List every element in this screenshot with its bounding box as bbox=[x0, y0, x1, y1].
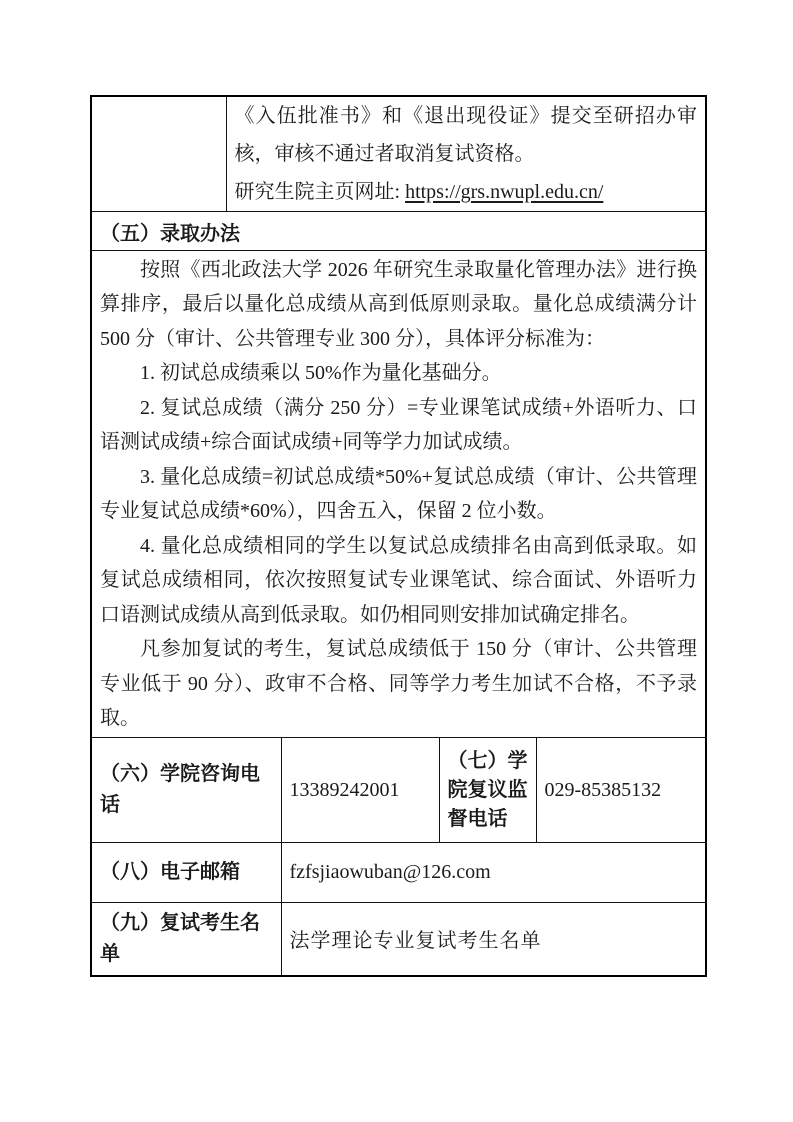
section6-label: （六）学院咨询电话 bbox=[100, 763, 260, 816]
rules-paragraph: 3. 量化总成绩=初试总成绩*50%+复试总成绩（审计、公共管理专业复试总成绩*60%），四舍五入，保留 2 位小数。 bbox=[100, 465, 697, 522]
military-docs-note-cell bbox=[226, 96, 706, 212]
admission-rules-cell bbox=[91, 251, 706, 738]
section5-heading-row bbox=[91, 212, 706, 251]
candidate-list-label-cell bbox=[91, 903, 281, 976]
consult-phone-value-cell bbox=[281, 738, 439, 843]
website-line bbox=[235, 173, 698, 211]
candidate-list-row bbox=[91, 903, 706, 976]
website-label: 研究生院主页网址: bbox=[234, 181, 406, 203]
admission-info-table bbox=[90, 95, 707, 977]
rules-paragraph: 按照《西北政法大学 2026 年研究生录取量化管理办法》进行换算排序，最后以量化总成绩从高到低原则录取。量化总成绩满分计 500 分（审计、公共管理专业 300 分），具体评分标准为： bbox=[100, 258, 697, 350]
phone-row bbox=[91, 738, 706, 843]
email-label-cell bbox=[91, 843, 281, 903]
review-phone-value-cell bbox=[536, 738, 706, 843]
review-phone-number: 029-85385132 bbox=[544, 778, 662, 801]
review-phone-label-cell bbox=[439, 738, 536, 843]
email-row bbox=[91, 843, 706, 903]
candidate-list-name: 法学理论专业复试考生名单 bbox=[289, 930, 542, 953]
section8-label: （八）电子邮箱 bbox=[100, 861, 240, 883]
candidate-list-value-cell bbox=[281, 903, 706, 976]
section5-heading: （五）录取办法 bbox=[100, 222, 240, 245]
admission-method-heading-cell bbox=[91, 212, 706, 251]
continuation-row bbox=[91, 96, 706, 212]
section9-label: （九）复试考生名单 bbox=[100, 911, 260, 965]
rules-paragraph: 1. 初试总成绩乘以 50%作为量化基础分。 bbox=[140, 362, 502, 384]
rules-paragraph: 2. 复试总成绩（满分 250 分）=专业课笔试成绩+外语听力、口语测试成绩+综合面试成绩+同等学力加试成绩。 bbox=[100, 396, 697, 453]
rules-paragraph: 4. 量化总成绩相同的学生以复试总成绩排名由高到低录取。如复试总成绩相同，依次按照复试专业课笔试、综合面试、外语听力口语测试成绩从高到低录取。如仍相同则安排加试确定排名。 bbox=[100, 534, 697, 626]
email-value-cell bbox=[281, 843, 706, 903]
section7-label: （七）学院复议监督电话 bbox=[447, 749, 528, 830]
section5-body-row bbox=[91, 251, 706, 738]
consult-phone-number: 13389242001 bbox=[289, 778, 400, 801]
grad-school-homepage-link[interactable]: https://grs.nwupl.edu.cn/ bbox=[405, 181, 604, 203]
consult-phone-label-cell bbox=[91, 738, 281, 843]
empty-side-cell bbox=[91, 96, 226, 212]
note-text: 《入伍批准书》和《退出现役证》提交至研招办审核，审核不通过者取消复试资格。 bbox=[234, 105, 697, 165]
rules-paragraph: 凡参加复试的考生，复试总成绩低于 150 分（审计、公共管理专业低于 90 分）、政审不合格、同等学力考生加试不合格，不予录取。 bbox=[100, 638, 697, 729]
email-address: fzfsjiaowuban@126.com bbox=[289, 861, 491, 883]
